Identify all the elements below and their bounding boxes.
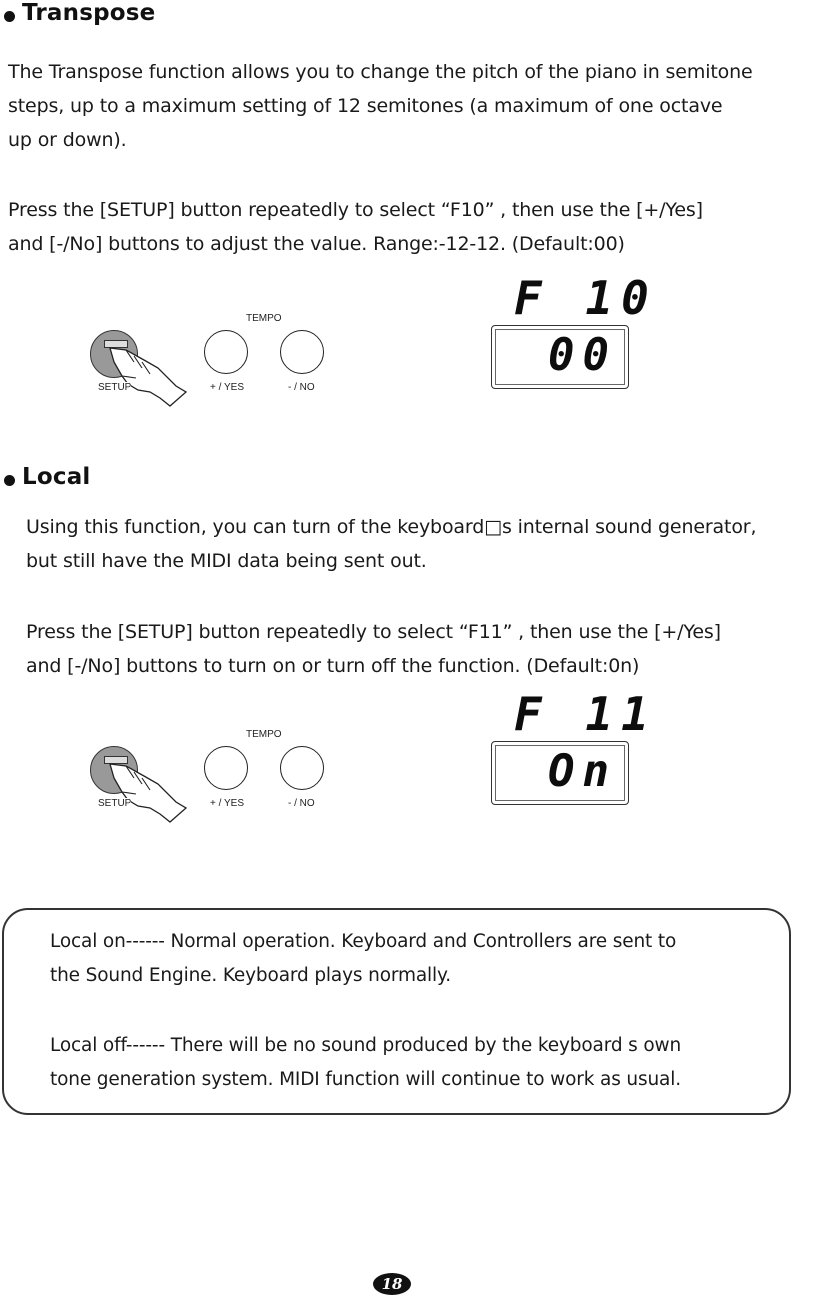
text-line: steps, up to a maximum setting of 12 semitones (a maximum of one octave bbox=[8, 95, 723, 117]
text-line: Press the [SETUP] button repeatedly to select “F10” , then use the [+/Yes] bbox=[8, 199, 703, 221]
tempo-label: TEMPO bbox=[246, 313, 282, 324]
text-line: and [-/No] buttons to adjust the value. Range:-12-12. (Default:00) bbox=[8, 233, 625, 255]
local-instruction-paragraph bbox=[26, 615, 721, 683]
text-line: and [-/No] buttons to turn on or turn off the function. (Default:0n) bbox=[26, 655, 640, 677]
pressing-hand-icon bbox=[100, 756, 190, 826]
yes-button[interactable] bbox=[204, 746, 248, 790]
text-line: but still have the MIDI data being sent out. bbox=[26, 550, 427, 572]
display-function-code: F 11 bbox=[514, 687, 657, 741]
text-line: Local off------ There will be no sound produced by the keyboard s own bbox=[50, 1035, 682, 1056]
transpose-panel-illustration bbox=[90, 310, 350, 410]
local-heading: Local bbox=[22, 464, 91, 490]
text-line: Local on------ Normal operation. Keyboard and Controllers are sent to bbox=[50, 931, 677, 952]
transpose-bullet-icon bbox=[4, 7, 16, 19]
yes-label: + / YES bbox=[210, 382, 245, 393]
lcd-value: 00 bbox=[548, 330, 617, 381]
transpose-instruction-paragraph bbox=[8, 193, 703, 261]
local-intro-paragraph bbox=[26, 510, 756, 578]
local-bullet-icon bbox=[4, 471, 16, 483]
transpose-intro-paragraph bbox=[8, 55, 753, 157]
local-on-note bbox=[50, 925, 676, 993]
no-label: - / NO bbox=[288, 382, 315, 393]
setup-label: SETUP bbox=[98, 798, 132, 809]
transpose-heading: Transpose bbox=[22, 0, 156, 26]
page-number-badge: 18 bbox=[373, 1273, 411, 1295]
local-panel-illustration bbox=[90, 726, 350, 826]
pressing-hand-icon bbox=[100, 340, 190, 410]
no-label: - / NO bbox=[288, 798, 315, 809]
local-off-note bbox=[50, 1029, 681, 1097]
text-line: Using this function, you can turn of the keyboard□s internal sound generator, bbox=[26, 516, 757, 538]
text-line: the Sound Engine. Keyboard plays normally. bbox=[50, 965, 451, 986]
yes-label: + / YES bbox=[210, 798, 245, 809]
text-line: tone generation system. MIDI function will continue to work as usual. bbox=[50, 1069, 681, 1090]
yes-button[interactable] bbox=[204, 330, 248, 374]
setup-label: SETUP bbox=[98, 382, 132, 393]
no-button[interactable] bbox=[280, 746, 324, 790]
text-line: up or down). bbox=[8, 129, 127, 151]
tempo-label: TEMPO bbox=[246, 729, 282, 740]
text-line: The Transpose function allows you to change the pitch of the piano in semitone bbox=[8, 61, 753, 83]
display-function-code: F 10 bbox=[514, 271, 657, 325]
no-button[interactable] bbox=[280, 330, 324, 374]
text-line: Press the [SETUP] button repeatedly to select “F11” , then use the [+/Yes] bbox=[26, 621, 721, 643]
lcd-value: On bbox=[548, 746, 617, 797]
